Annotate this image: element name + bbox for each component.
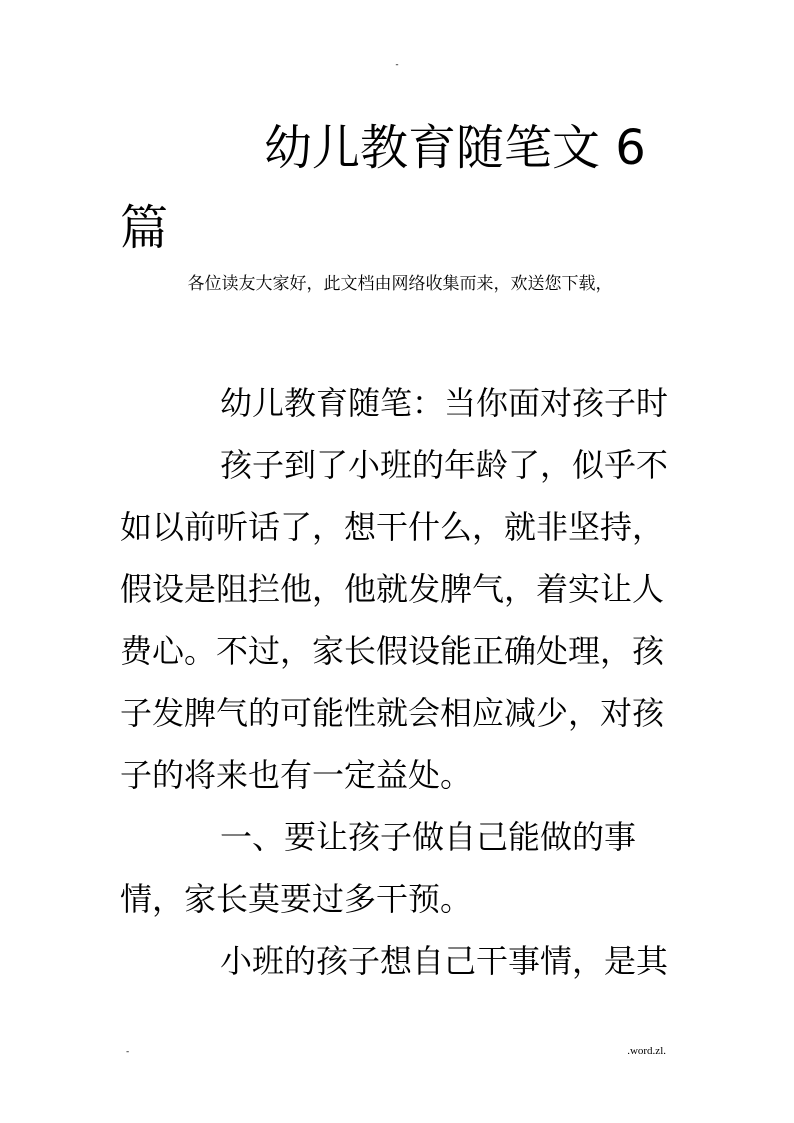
paragraph: 小班的孩子想自己干事情，是其: [220, 942, 669, 980]
document-subtitle: 各位读友大家好，此文档由网络收集而来，欢送您下载，: [187, 274, 613, 294]
paragraph: 幼儿教育随笔：当你面对孩子时: [220, 384, 669, 422]
paragraph: 孩子到了小班的年龄了，似乎不如以前听话了，想干什么，就非坚持，假设是阻拦他，他就发脾气，着实让人费心。不过，家长假设能正确处理，孩子发脾气的可能性就会相应减少，对孩子的将来也有一定益处。: [120, 446, 669, 794]
header-mark: -: [395, 60, 399, 70]
footer-left-mark: -: [126, 1047, 130, 1057]
document-body: [120, 372, 680, 992]
document-title: 幼儿教育随笔文 6 篇: [120, 120, 646, 256]
footer-source-label: .word.zl.: [627, 1045, 666, 1057]
paragraph: 一、要让孩子做自己能做的事情，家长莫要过多干预。: [120, 818, 637, 918]
